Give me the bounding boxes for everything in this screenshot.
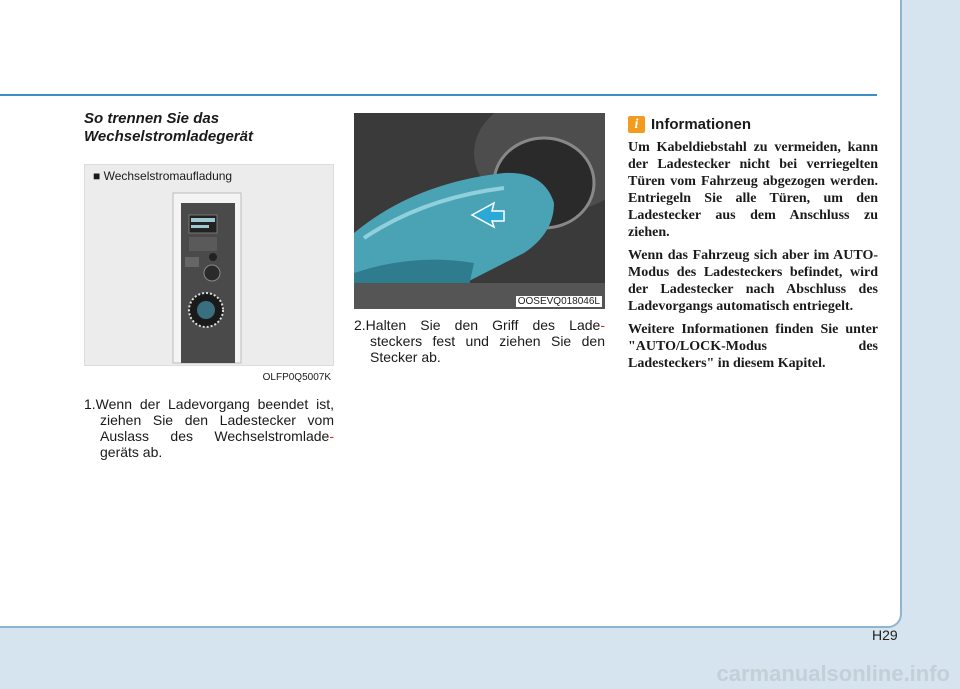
info-icon: i xyxy=(628,116,645,133)
page-number: H29 xyxy=(872,627,898,643)
header-rule xyxy=(0,94,877,96)
info-paragraph-2: Wenn das Fahrzeug sich aber im AUTO-Modus des Ladesteckers befindet, wird der Ladestecker nach Abschluss des Ladevorgangs automatisch entriegelt. xyxy=(628,248,878,314)
step-2: 2.Halten Sie den Griff des Lade- steckers fest und ziehen Sie den Stecker ab. xyxy=(354,317,605,365)
left-column xyxy=(84,110,334,474)
watermark: carmanualsonline.info xyxy=(716,661,950,686)
wallbox-illustration xyxy=(85,165,333,365)
section-title: So trennen Sie das Wechselstromladegerät xyxy=(84,110,253,145)
figure-caption: ■ Wechselstromaufladung xyxy=(93,169,233,183)
figure-code: OLFP0Q5007K xyxy=(262,372,331,383)
step-1: 1.Wenn der Ladevorgang beendet ist, ziehen Sie den Ladestecker vom Auslass des Wechselstromlade- geräts ab. xyxy=(84,396,334,460)
plug-illustration xyxy=(354,113,605,309)
charger-figure xyxy=(84,164,334,383)
photo-code: OOSEVQ018046L xyxy=(517,296,600,307)
middle-column xyxy=(354,113,605,379)
info-header xyxy=(628,116,878,133)
info-paragraph-3: Weitere Informationen finden Sie unter "AUTO/LOCK-Modus des Ladesteckers" in diesem Kapitel. xyxy=(628,322,878,371)
info-paragraph-1: Um Kabeldiebstahl zu vermeiden, kann der Ladestecker nicht bei verriegelten Türen vom Fahrzeug abgezogen werden. Entriegeln Sie alle Türen, um den Ladestecker aus dem Anschluss zu ziehen. xyxy=(628,140,878,240)
info-column xyxy=(628,116,878,372)
charging-plug-drawing xyxy=(354,113,605,309)
info-title: Informationen xyxy=(651,116,751,133)
